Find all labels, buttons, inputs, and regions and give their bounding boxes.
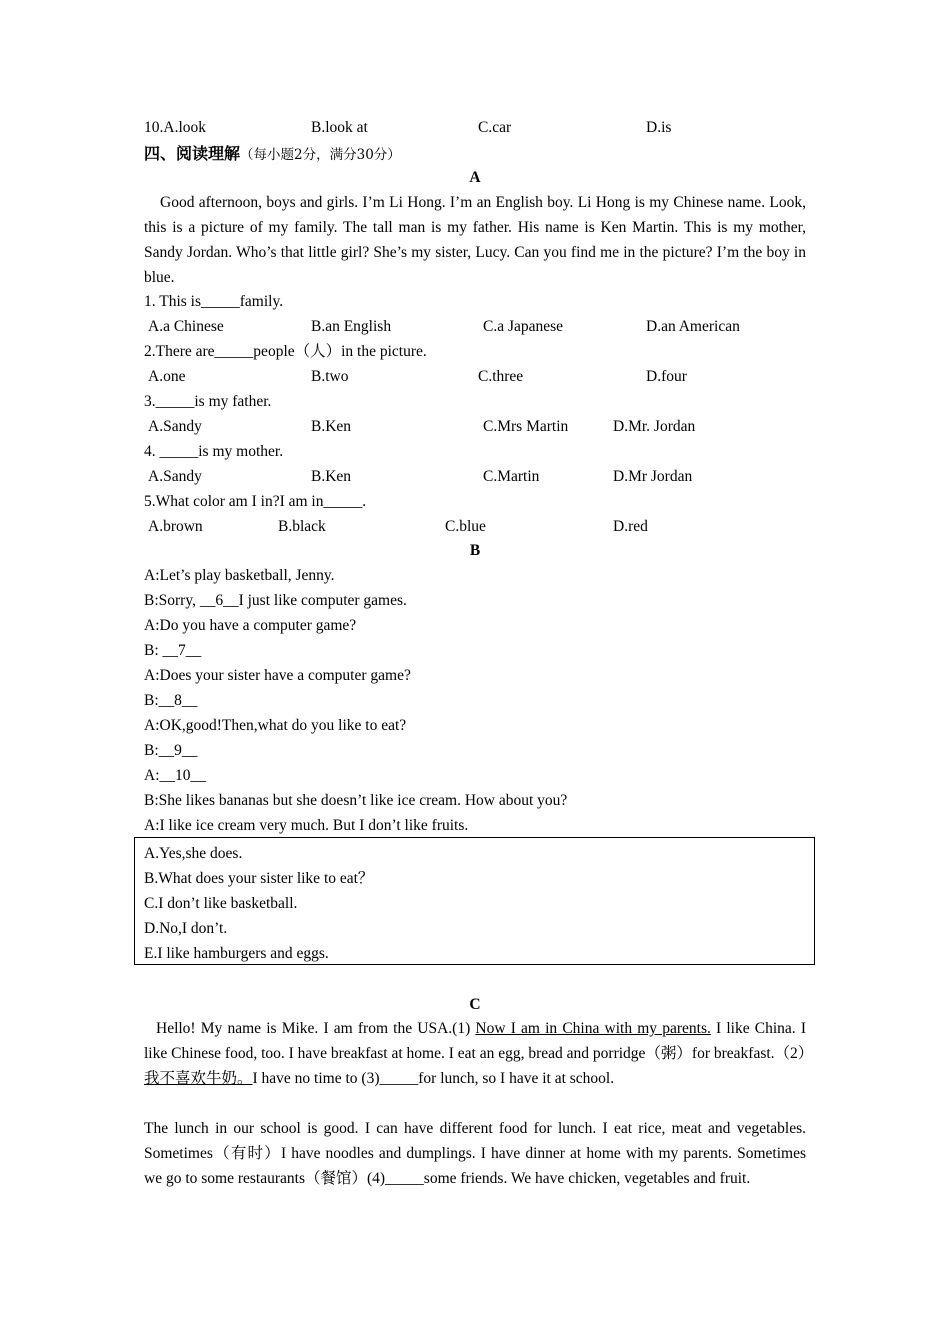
dialogue-line: A:Let’s play basketball, Jenny. — [144, 567, 335, 584]
dialogue-line: A:OK,good!Then,what do you like to eat? — [144, 717, 407, 734]
dialogue-line: B:Sorry, __6__I just like computer games. — [144, 592, 407, 609]
q1-option-a: A.a Chinese — [148, 318, 224, 335]
q10-option-a: 10.A.look — [144, 119, 206, 136]
dialogue-line: B:__8__ — [144, 692, 198, 709]
question-2: 2.There are_____people（人）in the picture. — [144, 343, 427, 360]
question-5: 5.What color am I in?I am in_____. — [144, 493, 367, 510]
q3-option-c: C.Mrs Martin — [483, 418, 569, 435]
q10-option-d: D.is — [646, 119, 672, 136]
p1-text-c: I have no time to (3)_____for lunch, so I have it at school. — [252, 1070, 615, 1087]
q4-option-a: A.Sandy — [148, 468, 202, 485]
q1-option-b: B.an English — [311, 318, 392, 335]
p1-text-a: Hello! My name is Mike. I am from the USA.(1) — [156, 1020, 476, 1037]
q3-option-b: B.Ken — [311, 418, 352, 435]
q5-option-b: B.black — [278, 518, 326, 535]
part-b-heading: B — [469, 542, 481, 559]
p1-underlined-2: 我不喜欢牛奶。 — [144, 1070, 253, 1087]
dialogue-line: A:__10__ — [144, 767, 206, 784]
question-1: 1. This is_____family. — [144, 293, 284, 310]
option-line: E.I like hamburgers and eggs. — [144, 945, 329, 962]
q10-option-b: B.look at — [311, 119, 368, 136]
section-title-main: 四、阅读理解 — [144, 144, 241, 163]
q2-option-d: D.four — [646, 368, 687, 385]
section-title — [144, 141, 401, 164]
options-box — [134, 837, 815, 965]
q10-option-c: C.car — [478, 119, 512, 136]
part-a-heading: A — [469, 169, 481, 186]
question-4: 4. _____is my mother. — [144, 443, 284, 460]
dialogue-line: B:She likes bananas but she doesn’t like ice cream. How about you? — [144, 792, 568, 809]
option-line: D.No,I don’t. — [144, 920, 228, 937]
option-line: C.I don’t like basketball. — [144, 895, 298, 912]
dialogue-line: A:Do you have a computer game? — [144, 617, 357, 634]
q2-option-a: A.one — [148, 368, 186, 385]
q5-option-c: C.blue — [445, 518, 486, 535]
part-c-paragraph-2: The lunch in our school is good. I can have different food for lunch. I eat rice, meat and vegetables. Sometimes（有时）I have noodles and dumplings. I have dinner at home with my parents. Sometimes we go to some restaurants（餐馆）(4)_____some friends. We have chicken, vegetables and fruit. — [144, 1120, 806, 1187]
dialogue-line: B:__9__ — [144, 742, 198, 759]
q1-option-d: D.an American — [646, 318, 740, 335]
p1-text-b: I like China. I like Chinese food, too. I have breakfast at home. I eat an egg, bread and porridge（粥）for breakfast.（2） — [144, 1020, 814, 1062]
section-title-note: （每小题2分，满分30分） — [240, 147, 401, 163]
option-line: B.What does your sister like to eat？ — [144, 870, 374, 887]
q4-option-d: D.Mr Jordan — [613, 468, 693, 485]
part-c-paragraph-1 — [144, 1016, 814, 1091]
part-c-heading: C — [469, 996, 481, 1013]
q5-option-a: A.brown — [148, 518, 203, 535]
p1-underlined-1: Now I am in China with my parents. — [475, 1020, 711, 1037]
q5-option-d: D.red — [613, 518, 648, 535]
question-3: 3._____is my father. — [144, 393, 272, 410]
q2-option-b: B.two — [311, 368, 349, 385]
dialogue-line: A:Does your sister have a computer game? — [144, 667, 411, 684]
q2-option-c: C.three — [478, 368, 524, 385]
dialogue-line: B: __7__ — [144, 642, 202, 659]
dialogue-line: A:I like ice cream very much. But I don’t like fruits. — [144, 817, 469, 834]
q4-option-c: C.Martin — [483, 468, 540, 485]
q3-option-d: D.Mr. Jordan — [613, 418, 696, 435]
q1-option-c: C.a Japanese — [483, 318, 564, 335]
q3-option-a: A.Sandy — [148, 418, 202, 435]
option-line: A.Yes,she does. — [144, 845, 243, 862]
part-a-passage: Good afternoon, boys and girls. I’m Li Hong. I’m an English boy. Li Hong is my Chinese name. Look, this is a picture of my family. The tall man is my father. His name is Ken Martin. This is my mother, Sandy Jordan. Who’s that little girl? She’s my sister, Lucy. Can you find me in the picture? I’m the boy in blue. — [144, 194, 806, 286]
q4-option-b: B.Ken — [311, 468, 352, 485]
